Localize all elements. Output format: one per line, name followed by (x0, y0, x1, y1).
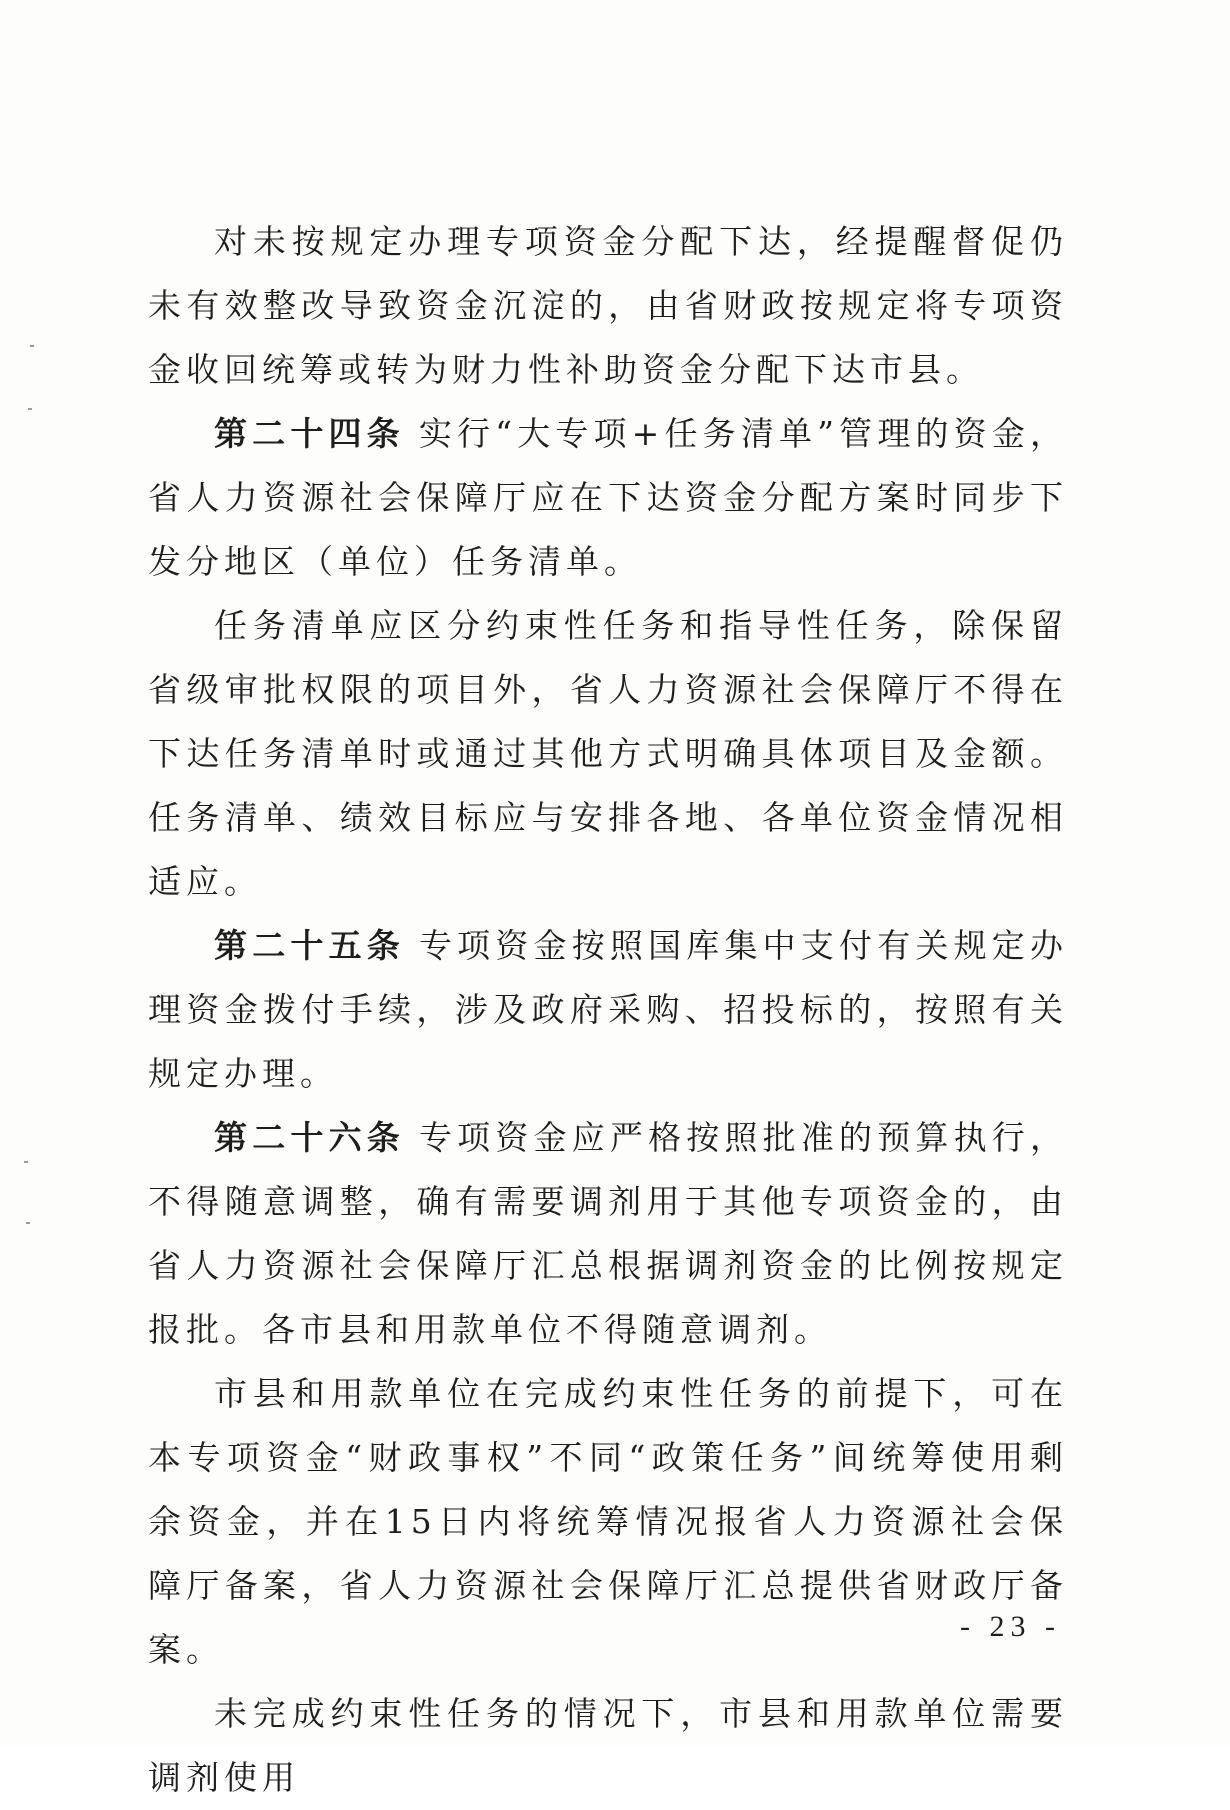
scan-speck (30, 345, 34, 347)
page-number: - 23 - (960, 1610, 1061, 1643)
scan-speck (28, 408, 32, 410)
article-heading: 第二十四条 (214, 414, 405, 453)
paragraph-text: 专项资金按照国库集中支付有关规定办理资金拨付手续，涉及政府采购、招投标的，按照有关规定办理。 (148, 926, 1069, 1093)
scan-speck (26, 1222, 30, 1224)
article-heading: 第二十六条 (214, 1118, 405, 1157)
body-text (148, 210, 1068, 1810)
paragraph-text: 任务清单应区分约束性任务和指导性任务，除保留省级审批权限的项目外，省人力资源社会保障厅不得在下达任务清单时或通过其他方式明确具体项目及金额。任务清单、绩效目标应与安排各地、各单位资金情况相适应。 (148, 606, 1068, 901)
paragraph-text: 未完成约束性任务的情况下，市县和用款单位需要调剂使用 (148, 1694, 1068, 1797)
paragraph-text: 专项资金应严格按照批准的预算执行，不得随意调整，确有需要调剂用于其他专项资金的，由省人力资源社会保障厅汇总根据调剂资金的比例按规定报批。各市县和用款单位不得随意调剂。 (148, 1118, 1069, 1349)
paragraph-text: 市县和用款单位在完成约束性任务的前提下，可在本专项资金“财政事权”不同“政策任务”间统筹使用剩余资金，并在15日内将统筹情况报省人力资源社会保障厅备案，省人力资源社会保障厅汇总提供省财政厅备案。 (148, 1374, 1068, 1669)
paragraph (148, 210, 1068, 402)
paragraph (148, 594, 1068, 914)
article-paragraph (148, 1106, 1068, 1362)
scan-speck (24, 1161, 28, 1163)
paragraph (148, 1682, 1068, 1810)
article-heading: 第二十五条 (214, 926, 405, 965)
paragraph (148, 1362, 1068, 1682)
paragraph-text: 对未按规定办理专项资金分配下达，经提醒督促仍未有效整改导致资金沉淀的，由省财政按规定将专项资金收回统筹或转为财力性补助资金分配下达市县。 (148, 222, 1068, 389)
article-paragraph (148, 402, 1068, 594)
article-paragraph (148, 914, 1068, 1106)
paragraph-text: 实行“大专项+任务清单”管理的资金，省人力资源社会保障厅应在下达资金分配方案时同步下发分地区（单位）任务清单。 (148, 414, 1068, 581)
